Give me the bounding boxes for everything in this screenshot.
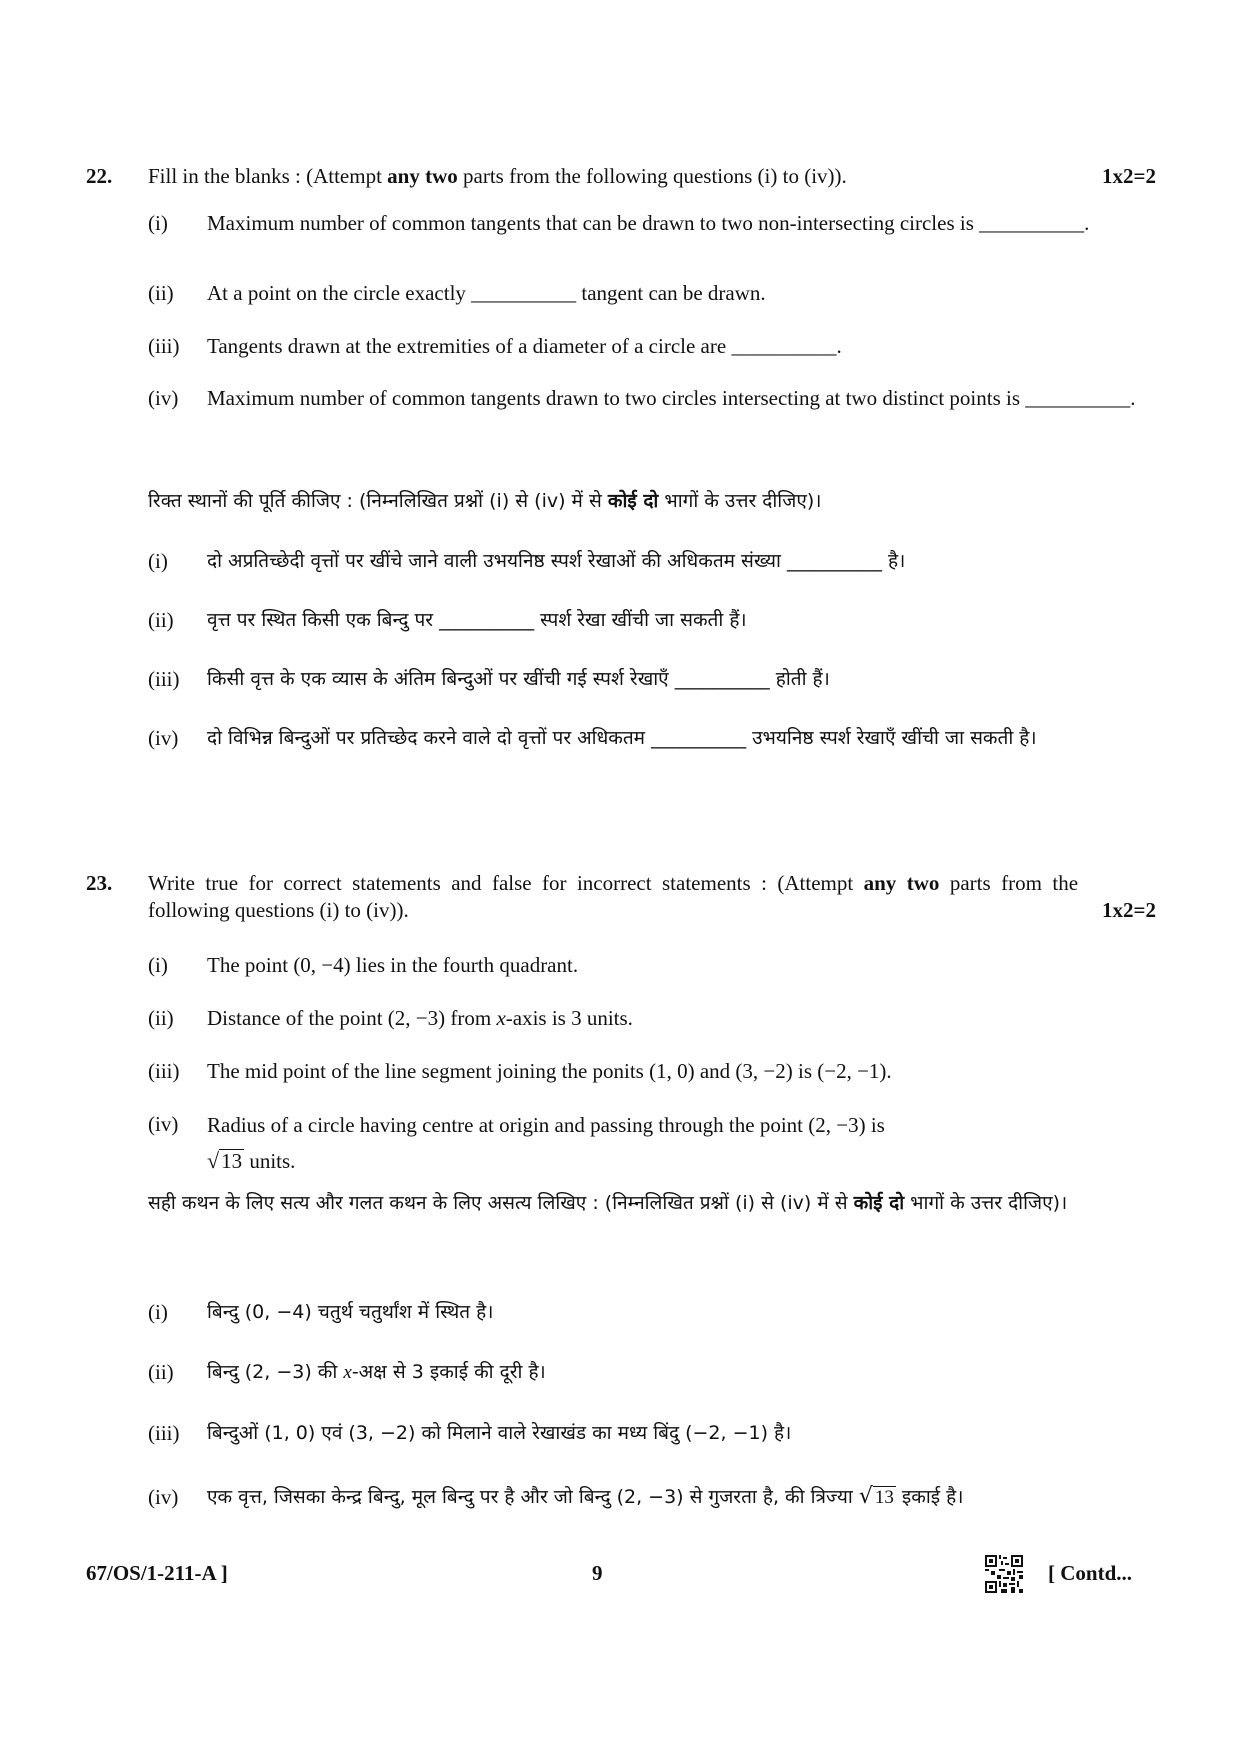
item-text-post: इकाई है।: [895, 1486, 964, 1508]
item-label: (ii): [148, 1006, 174, 1030]
item-label: (ii): [148, 281, 174, 305]
heading-emphasis: any two: [387, 164, 458, 188]
item-label: (iii): [148, 1059, 180, 1083]
item-text: [207, 1356, 1156, 1389]
item-text: बिन्दु (0, −4) चतुर्थ चतुर्थांश में स्थित है।: [207, 1301, 494, 1323]
item-label: (i): [148, 211, 168, 235]
hindi-heading-text: सही कथन के लिए सत्य और गलत कथन के लिए असत्य लिखिए : (निम्नलिखित प्रश्नों (i) से (iv) में से: [148, 1192, 854, 1214]
item-text: दो अप्रतिच्छेदी वृत्तों पर खींचे जाने वाली उभयनिष्ठ स्पर्श रेखाओं की अधिकतम संख्या __________ है।: [207, 550, 906, 572]
continued-label: [ Contd...: [1048, 1561, 1133, 1585]
hindi-heading-text-end: भागों के उत्तर दीजिए)।: [904, 1192, 1068, 1214]
item-label: (i): [148, 1300, 168, 1324]
hindi-heading-emphasis: कोई दो: [607, 490, 659, 512]
item-text: Maximum number of common tangents that can be drawn to two non-intersecting circles is __________.: [207, 211, 1090, 235]
item-text: Maximum number of common tangents drawn to two circles intersecting at two distinct points is __________.: [207, 386, 1136, 410]
item-text: The point (0, −4) lies in the fourth quadrant.: [207, 953, 579, 977]
item-text: Tangents drawn at the extremities of a diameter of a circle are __________.: [207, 334, 842, 358]
item-text-post: units.: [244, 1149, 296, 1173]
item-text: At a point on the circle exactly __________ tangent can be drawn.: [207, 281, 766, 305]
item-label: (iii): [148, 334, 180, 358]
item-label: (iv): [148, 1485, 179, 1509]
hindi-heading-text: रिक्त स्थानों की पूर्ति कीजिए : (निम्नलिखित प्रश्नों (i) से (iv) में से: [148, 490, 608, 512]
item-text: [207, 1005, 1156, 1032]
heading-emphasis: any two: [863, 871, 940, 895]
hindi-heading: [148, 1187, 1088, 1219]
hindi-heading-emphasis: कोई दो: [853, 1192, 905, 1214]
item-text-italic: x: [343, 1362, 352, 1383]
item-text-post: -अक्ष से 3 इकाई की दूरी है।: [351, 1361, 546, 1383]
item-text: [207, 1107, 1156, 1179]
item-text: बिन्दुओं (1, 0) एवं (3, −2) को मिलाने वाले रेखाखंड का मध्य बिंदु (−2, −1) है।: [207, 1422, 792, 1444]
question-heading: [148, 870, 1078, 924]
item-label: (i): [148, 549, 168, 573]
item-label: (ii): [148, 608, 174, 632]
sqrt-symbol: √: [858, 1484, 873, 1509]
item-label: (iv): [148, 1112, 179, 1136]
heading-text-end: parts from the following questions (i) to (iv)).: [148, 871, 1079, 922]
heading-text-end: parts from the following questions (i) to (iv)).: [457, 164, 847, 188]
item-text-pre: Radius of a circle having centre at origin and passing through the point (2, −3) is: [207, 1113, 885, 1137]
item-text-pre: एक वृत्त, जिसका केन्द्र बिन्दु, मूल बिन्दु पर है और जो बिन्दु (2, −3) से गुजरता है, की त्रिज्या: [207, 1486, 859, 1508]
question-number: 23.: [86, 871, 113, 895]
item-text-pre: Distance of the point (2, −3) from: [207, 1006, 497, 1030]
sqrt-value: 13: [221, 1149, 243, 1173]
hindi-heading-text-end: भागों के उत्तर दीजिए)।: [658, 490, 822, 512]
paper-code: 67/OS/1-211-A ]: [86, 1561, 228, 1585]
item-label: (iii): [148, 667, 180, 691]
item-label: (i): [148, 953, 168, 977]
item-text: वृत्त पर स्थित किसी एक बिन्दु पर __________ स्पर्श रेखा खींची जा सकती हैं।: [207, 609, 747, 631]
item-label: (iii): [148, 1421, 180, 1445]
hindi-heading: [148, 485, 1156, 517]
qr-code-icon: [985, 1555, 1023, 1593]
item-text-post: -axis is 3 units.: [505, 1006, 633, 1030]
heading-text: Write true for correct statements and false for incorrect statements : (Attempt: [148, 871, 864, 895]
item-label: (ii): [148, 1360, 174, 1384]
marks: 1x2=2: [1102, 898, 1156, 922]
sqrt-symbol: √: [207, 1148, 220, 1173]
item-label: (iv): [148, 386, 179, 410]
question-heading: [148, 163, 1156, 190]
item-text: The mid point of the line segment joining the ponits (1, 0) and (3, −2) is (−2, −1).: [207, 1059, 892, 1083]
item-text: किसी वृत्त के एक व्यास के अंतिम बिन्दुओं पर खींची गई स्पर्श रेखाएँ __________ होती हैं।: [207, 668, 830, 690]
item-text: दो विभिन्न बिन्दुओं पर प्रतिच्छेद करने वाले दो वृत्तों पर अधिकतम __________ उभयनिष्ठ स्पर्श रेखाएँ खींची जा सकती है।: [207, 727, 1037, 749]
sqrt-value: 13: [874, 1487, 894, 1508]
item-text-pre: बिन्दु (2, −3) की: [207, 1361, 344, 1383]
marks: 1x2=2: [1102, 164, 1156, 188]
page-number: 9: [592, 1561, 603, 1585]
item-label: (iv): [148, 726, 179, 750]
item-text-italic: x: [496, 1006, 506, 1030]
item-text: [207, 1481, 1156, 1513]
question-number: 22.: [86, 164, 113, 188]
heading-text: Fill in the blanks : (Attempt: [148, 164, 388, 188]
